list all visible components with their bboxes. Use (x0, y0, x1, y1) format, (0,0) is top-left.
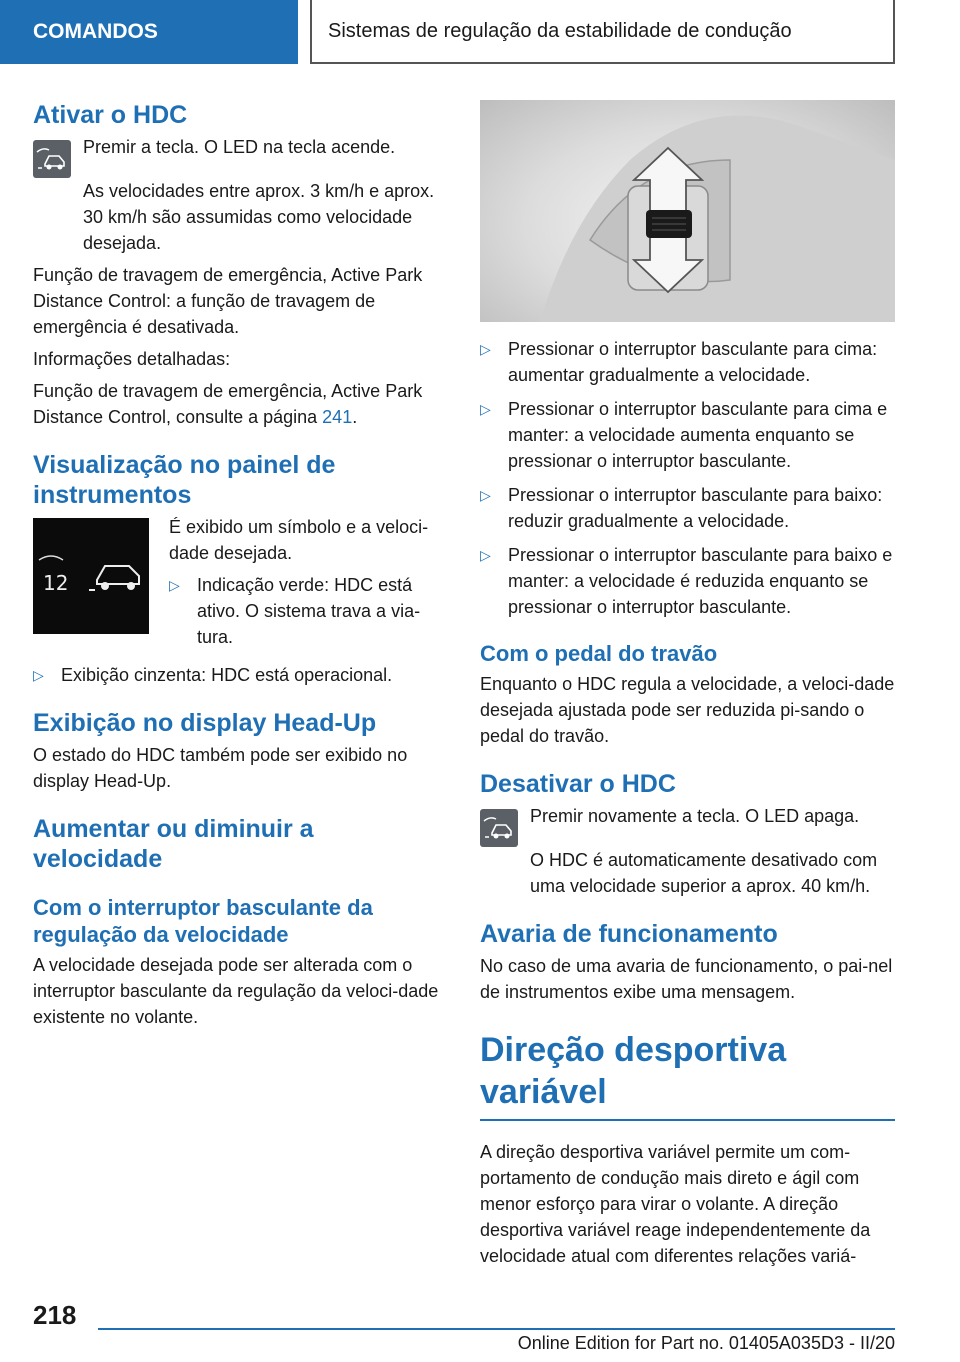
painel-intro-text: É exibido um símbolo e a veloci-dade desejada. (169, 517, 429, 563)
rocker-switch-list (480, 336, 895, 620)
ativar-hdc-speed-text: As velocidades entre aprox. 3 km/h e aprox. 30 km/h são assumidas como velocidade desejada. (83, 181, 435, 253)
list-item-text: Pressionar o interruptor basculante para baixo: reduzir gradualmente a velocidade. (508, 485, 883, 531)
page-link-241[interactable]: 241 (322, 407, 353, 427)
triangle-bullet-icon: ▷ (480, 401, 491, 417)
display-speed-text: 12 (43, 571, 69, 595)
head-up-text: O estado do HDC também pode ser exibido no display Head-Up. (33, 745, 408, 791)
list-item-text: Pressionar o interruptor basculante para cima e manter: a velocidade aumenta enquanto se pressionar o interruptor basculante. (508, 399, 888, 471)
avaria-text: No caso de uma avaria de funcionamento, o pai-nel de instrumentos exibe uma mensagem. (480, 956, 893, 1002)
section-title-avaria: Avaria de funcionamento (480, 920, 778, 948)
instrument-display-image (33, 518, 149, 634)
header-section-label: COMANDOS (33, 20, 158, 43)
right-column (480, 100, 895, 1275)
list-item (480, 542, 895, 620)
section-title-head-up: Exibição no display Head-Up (33, 709, 377, 737)
interruptor-text: A velocidade desejada pode ser alterada com o interruptor basculante da regulação da veloci-dade existente no volante. (33, 955, 439, 1027)
chapter-title-direcao: Direção desportiva variável (480, 1029, 895, 1121)
footer-edition: Online Edition for Part no. 01405A035D3 - II/20 (517, 1333, 895, 1353)
desativar-auto-text: O HDC é automaticamente desativado com uma velocidade superior a aprox. 40 km/h. (530, 850, 878, 896)
list-item-text: Pressionar o interruptor basculante para baixo e manter: a velocidade é reduzida enquanto se pressionar o interruptor basculante. (508, 545, 893, 617)
ativar-hdc-step: Premir a tecla. O LED na tecla acende. (83, 137, 396, 157)
header-chapter-label: Sistemas de regulação da estabilidade de condução (328, 19, 792, 42)
see-page-text (33, 378, 448, 430)
triangle-bullet-icon: ▷ (480, 547, 491, 563)
desativar-step: Premir novamente a tecla. O LED apaga. (530, 806, 860, 826)
see-page-suffix: . (352, 407, 358, 427)
list-item (33, 662, 448, 688)
triangle-bullet-icon: ▷ (480, 341, 491, 357)
hdc-button-icon (480, 809, 518, 847)
left-column (33, 100, 448, 1036)
list-item (480, 336, 895, 388)
header-chapter-title (310, 0, 895, 64)
triangle-bullet-icon: ▷ (480, 487, 491, 503)
hdc-button-icon (33, 140, 71, 178)
steering-wheel-switch-image (480, 100, 895, 322)
pedal-text: Enquanto o HDC regula a velocidade, a veloci-dade desejada ajustada pode ser reduzida pi-sando o pedal do travão. (480, 674, 895, 746)
page-number: 218 (33, 1300, 77, 1330)
footer-divider (98, 1328, 895, 1330)
triangle-bullet-icon: ▷ (33, 667, 44, 683)
painel-list-nested (169, 572, 448, 650)
list-item-text: Indicação verde: HDC está ativo. O sistema trava a via-tura. (197, 575, 421, 647)
info-label: Informações detalhadas: (33, 349, 231, 369)
triangle-bullet-icon: ▷ (169, 577, 180, 593)
subsection-title-interruptor: Com o interruptor basculante da regulação da velocidade (33, 895, 373, 947)
list-item-text: Pressionar o interruptor basculante para cima: aumentar gradualmente a velocidade. (508, 339, 878, 385)
section-title-desativar: Desativar o HDC (480, 770, 676, 798)
painel-block (33, 514, 448, 658)
painel-list (33, 662, 448, 688)
direcao-text: A direção desportiva variável permite um com-portamento de condução mais direto e ágil com menor esforço para virar o volante. A direção desportiva variável reage independentemente da velocidade atual com diferentes relações variá- (480, 1142, 871, 1266)
section-title-ativar-hdc: Ativar o HDC (33, 101, 188, 129)
list-item-text: Exibição cinzenta: HDC está operacional. (61, 665, 393, 685)
section-title-painel: Visualização no painel de instrumentos (33, 451, 336, 509)
section-title-aumentar: Aumentar ou diminuir a velocidade (33, 815, 314, 873)
desativar-block (480, 803, 895, 847)
emergency-brake-text: Função de travagem de emergência, Active Park Distance Control: a função de travagem de emergência é desativada. (33, 265, 423, 337)
subsection-title-pedal: Com o pedal do travão (480, 641, 718, 666)
list-item (480, 396, 895, 474)
see-page-prefix: Função de travagem de emergência, Active Park Distance Control, consulte a página (33, 381, 423, 427)
list-item (480, 482, 895, 534)
list-item (169, 572, 448, 650)
ativar-hdc-block (33, 134, 448, 178)
header-section-tab (0, 0, 298, 64)
